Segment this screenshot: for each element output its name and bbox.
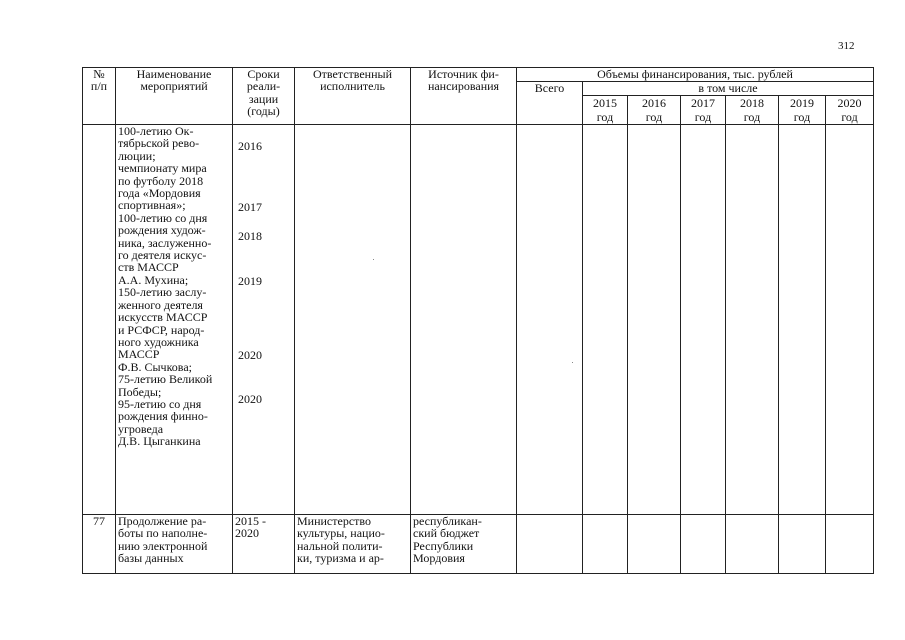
- row-name-cell: 100-летию Ок- тябрьской рево- люции; чемпионату мира по футболу 2018 года «Мордовия спортивная»; 100-летию со дня рождения худож- ника, заслуженно- го деятеля искус- ств МАССР А.А. Мухина; 150-летию заслу- женного деятеля искусств МАССР и РСФСР, народ- ного художника МАССР Ф.В. Сычкова; 75-летию Великой Победы; 95-летию со дня рождения финно- угроведа Д.В. Цыганкина: [116, 125, 233, 515]
- funding-table: [82, 67, 874, 574]
- row-total-cell: [517, 515, 583, 574]
- header-number: № п/п: [83, 68, 116, 125]
- header-name: Наименование мероприятий: [116, 68, 233, 125]
- row-2019-cell: [779, 515, 826, 574]
- row-2016-cell: [628, 125, 681, 515]
- row-name-cell: Продолжение ра- боты по наполне- нию электронной базы данных: [116, 515, 233, 574]
- header-including: в том числе: [583, 82, 874, 96]
- row-2015-cell: [583, 125, 628, 515]
- header-source: Источник фи- нансирования: [411, 68, 517, 125]
- year-label: 2016: [238, 139, 262, 153]
- row-number-cell: [83, 125, 116, 515]
- row-2017-cell: [681, 515, 726, 574]
- row-number-cell: 77: [83, 515, 116, 574]
- year-label: 2020: [238, 392, 262, 406]
- row-2016-cell: [628, 515, 681, 574]
- header-year-2020: 2020 год: [826, 96, 874, 125]
- header-year-2019: 2019 год: [779, 96, 826, 125]
- year-label: 2018: [238, 229, 262, 243]
- header-terms: Сроки реали- зации (годы): [233, 68, 295, 125]
- row-source-cell: республикан- ский бюджет Республики Мордовия: [411, 515, 517, 574]
- header-executor: Ответственный исполнитель: [295, 68, 411, 125]
- row-2020-cell: [826, 125, 874, 515]
- table-row: [83, 125, 874, 515]
- header-year-2016: 2016 год: [628, 96, 681, 125]
- scan-speck: [572, 362, 573, 363]
- row-terms-cell: 2015 - 2020: [233, 515, 295, 574]
- year-label: 2017: [238, 200, 262, 214]
- row-terms-cell: [233, 125, 295, 515]
- page-number: 312: [838, 40, 855, 52]
- row-2018-cell: [726, 515, 779, 574]
- scan-speck: [373, 259, 374, 260]
- header-year-2015: 2015 год: [583, 96, 628, 125]
- header-year-2018: 2018 год: [726, 96, 779, 125]
- row-source-cell: [411, 125, 517, 515]
- row-2015-cell: [583, 515, 628, 574]
- row-total-cell: [517, 125, 583, 515]
- header-year-2017: 2017 год: [681, 96, 726, 125]
- row-2018-cell: [726, 125, 779, 515]
- row-executor-cell: [295, 125, 411, 515]
- row-2019-cell: [779, 125, 826, 515]
- header-funding: Объемы финансирования, тыс. рублей: [517, 68, 874, 82]
- row-2020-cell: [826, 515, 874, 574]
- row-executor-cell: Министерство культуры, нацио- нальной полити- ки, туризма и ар-: [295, 515, 411, 574]
- table-row: [83, 515, 874, 574]
- header-total: Всего: [517, 82, 583, 125]
- year-label: 2020: [238, 348, 262, 362]
- year-label: 2019: [238, 274, 262, 288]
- row-2017-cell: [681, 125, 726, 515]
